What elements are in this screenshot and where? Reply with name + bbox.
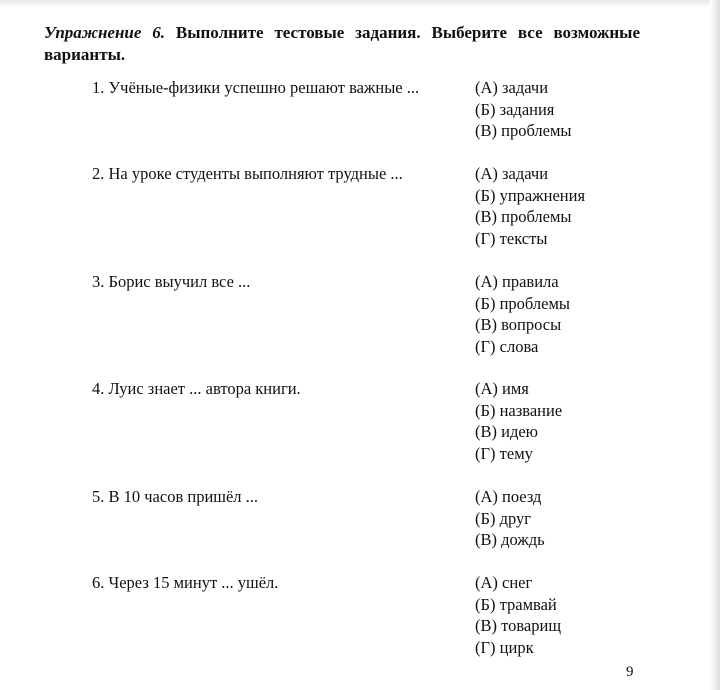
option-3a: (А) правила [475,272,559,291]
option-5b: (Б) друг [475,508,532,528]
question-3-text: 3. Борис выучил все ... [92,272,251,291]
question-6-text: 6. Через 15 минут ... ушёл. [92,573,279,592]
option-1a: (А) задачи [475,78,549,97]
option-5a: (А) поезд [475,487,542,506]
question-3-options [475,271,570,357]
exercise-instruction: Выполните тестовые задания. Выберите все возможные варианты. [44,23,640,64]
option-6b: (Б) трамвай [475,594,557,614]
option-4b: (Б) название [475,400,563,420]
exercise-heading [44,22,640,66]
option-1b: (Б) задания [475,99,555,119]
option-2a: (А) задачи [475,164,549,183]
option-4d: (Г) тему [475,443,533,463]
option-6a: (А) снег [475,573,533,592]
option-3c: (В) вопросы [475,315,562,334]
top-edge-shadow [0,0,720,8]
question-4-text: 4. Луис знает ... автора книги. [92,379,301,398]
exercise-label: Упражнение 6. [44,23,166,42]
question-5-options [475,486,545,551]
option-4c: (В) идею [475,422,538,441]
question-1-text: 1. Учёные-физики успешно решают важные ... [92,78,420,97]
option-5c: (В) дождь [475,530,545,549]
option-2c: (В) проблемы [475,207,572,226]
right-edge-shadow [710,0,720,690]
question-6-options [475,572,561,658]
question-5-text: 5. В 10 часов пришёл ... [92,487,259,506]
question-2-text: 2. На уроке студенты выполняют трудные ... [92,164,403,183]
option-6d: (Г) цирк [475,637,534,657]
question-1-options [475,77,572,142]
question-4-options [475,378,562,464]
option-4a: (А) имя [475,379,529,398]
option-3b: (Б) проблемы [475,293,570,313]
option-1c: (В) проблемы [475,121,572,140]
option-2d: (Г) тексты [475,228,548,248]
option-2b: (Б) упражнения [475,185,586,205]
option-6c: (В) товарищ [475,616,562,635]
question-2-options [475,163,585,249]
option-3d: (Г) слова [475,336,539,356]
page-number: 9 [626,664,634,680]
